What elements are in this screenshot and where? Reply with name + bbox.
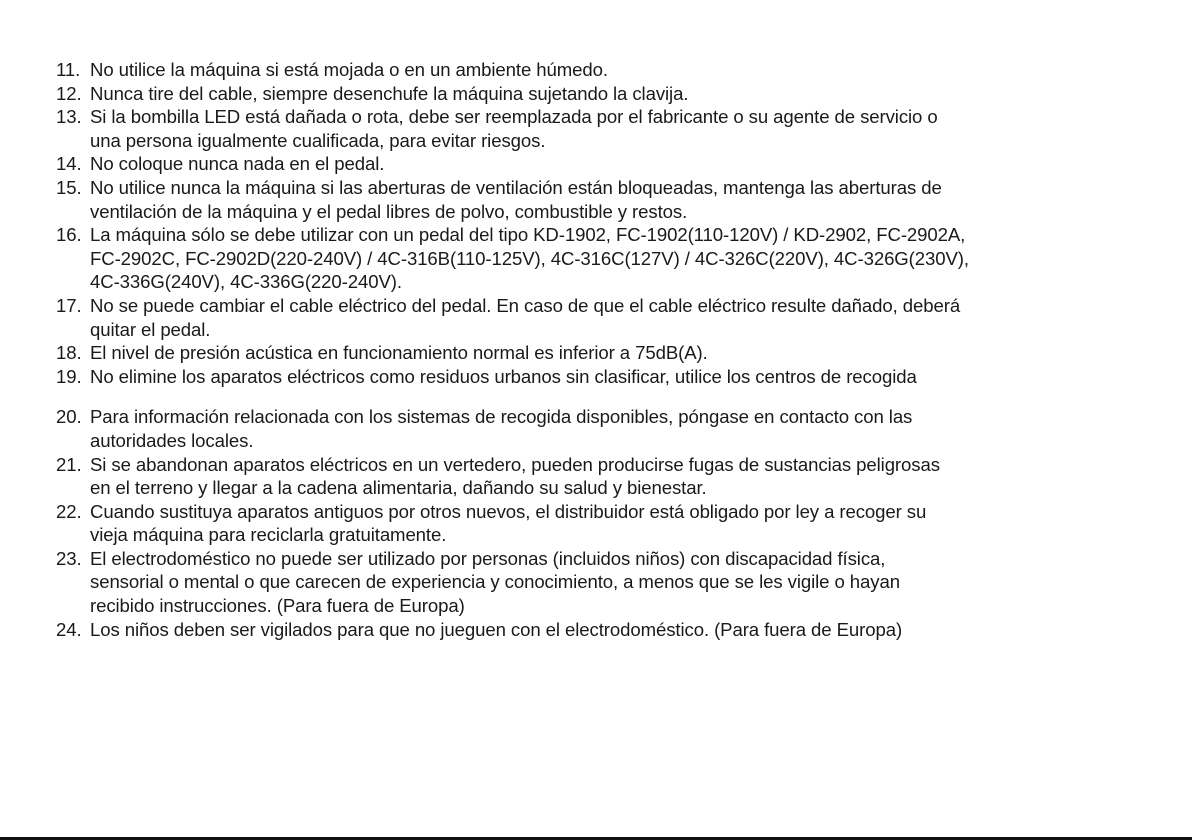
item-number: 15. [56,176,82,198]
item-number: 22. [56,500,82,522]
item-text-line: Nunca tire del cable, siempre desenchufe la máquina sujetando la clavija. [90,82,689,104]
item-text-line: No utilice la máquina si está mojada o en un ambiente húmedo. [90,59,608,80]
item-text-line: No coloque nunca nada en el pedal. [90,153,385,175]
list-item [56,82,1186,106]
list-item [56,294,1186,341]
item-text [90,176,1186,223]
list-item [56,405,1186,452]
item-text-line: Cuando sustituya aparatos antiguos por otros nuevos, el distribuidor está obligado por ley a recoger su [90,500,927,522]
list-item [56,105,1186,152]
item-text-line: 4C-336G(240V), 4C-336G(220-240V). [90,271,402,293]
item-text-line: Si la bombilla LED está dañada o rota, debe ser reemplazada por el fabricante o su agente de servicio o [90,106,938,128]
list-item [56,176,1186,223]
item-number: 13. [56,106,82,128]
list-item [56,341,1186,365]
item-text-line: sensorial o mental o que carecen de experiencia y conocimiento, a menos que se les vigile o hayan [90,571,900,593]
item-text-line: ventilación de la máquina y el pedal libres de polvo, combustible y restos. [90,200,688,222]
item-text-line: recibido instrucciones. (Para fuera de Europa) [90,595,465,617]
item-text [90,547,1186,618]
item-text-line: una persona igualmente cualificada, para evitar riesgos. [90,129,546,151]
item-number: 11. [56,59,81,80]
item-number: 23. [56,547,82,569]
item-text-line: en el terreno y llegar a la cadena alimentaria, dañando su salud y bienestar. [90,477,707,499]
item-text [90,58,1186,82]
item-text-line: Si se abandonan aparatos eléctricos en un vertedero, pueden producirse fugas de sustancias peligrosas [90,453,940,475]
item-text [90,500,1186,547]
item-text-line: FC-2902C, FC-2902D(220-240V) / 4C-316B(110-125V), 4C-316C(127V) / 4C-326C(220V), 4C-326G(230V), [90,247,969,269]
item-text [90,453,1186,500]
list-item [56,618,1186,642]
item-text [90,152,1186,176]
list-item [56,223,1186,294]
item-number: 21. [56,453,82,475]
item-text-line: No elimine los aparatos eléctricos como residuos urbanos sin clasificar, utilice los centros de recogida [90,365,917,387]
list-item [56,58,1186,82]
item-text-line: quitar el pedal. [90,318,211,340]
item-text [90,405,1186,452]
item-text-line: Los niños deben ser vigilados para que no jueguen con el electrodoméstico. (Para fuera de Europa) [90,618,903,640]
list-item [56,500,1186,547]
item-number: 14. [56,153,82,175]
item-number: 24. [56,618,82,640]
item-number: 16. [56,224,82,246]
item-text-line: autoridades locales. [90,429,254,451]
item-text [90,618,1186,642]
item-text [90,341,1186,365]
item-text-line: El electrodoméstico no puede ser utilizado por personas (incluidos niños) con discapacidad física, [90,547,886,569]
list-item [56,547,1186,618]
item-number: 18. [56,342,82,364]
safety-instructions-list [56,58,1186,641]
list-item [56,453,1186,500]
list-item [56,365,1186,389]
item-number: 12. [56,82,82,104]
item-text-line: El nivel de presión acústica en funcionamiento normal es inferior a 75dB(A). [90,342,708,364]
item-text [90,223,1186,294]
item-text [90,82,1186,106]
item-text-line: No utilice nunca la máquina si las aberturas de ventilación están bloqueadas, mantenga las aberturas de [90,176,942,198]
item-number: 20. [56,406,82,428]
item-text-line: No se puede cambiar el cable eléctrico del pedal. En caso de que el cable eléctrico resulte dañado, deberá [90,294,961,316]
item-text [90,294,1186,341]
item-text [90,105,1186,152]
item-number: 17. [56,294,82,316]
item-text-line: Para información relacionada con los sistemas de recogida disponibles, póngase en contacto con las [90,406,913,428]
list-item [56,152,1186,176]
item-text-line: vieja máquina para reciclarla gratuitamente. [90,524,447,546]
item-text [90,365,1186,389]
item-text-line: La máquina sólo se debe utilizar con un pedal del tipo KD-1902, FC-1902(110-120V) / KD-2902, FC-2902A, [90,224,966,246]
item-number: 19. [56,365,82,387]
